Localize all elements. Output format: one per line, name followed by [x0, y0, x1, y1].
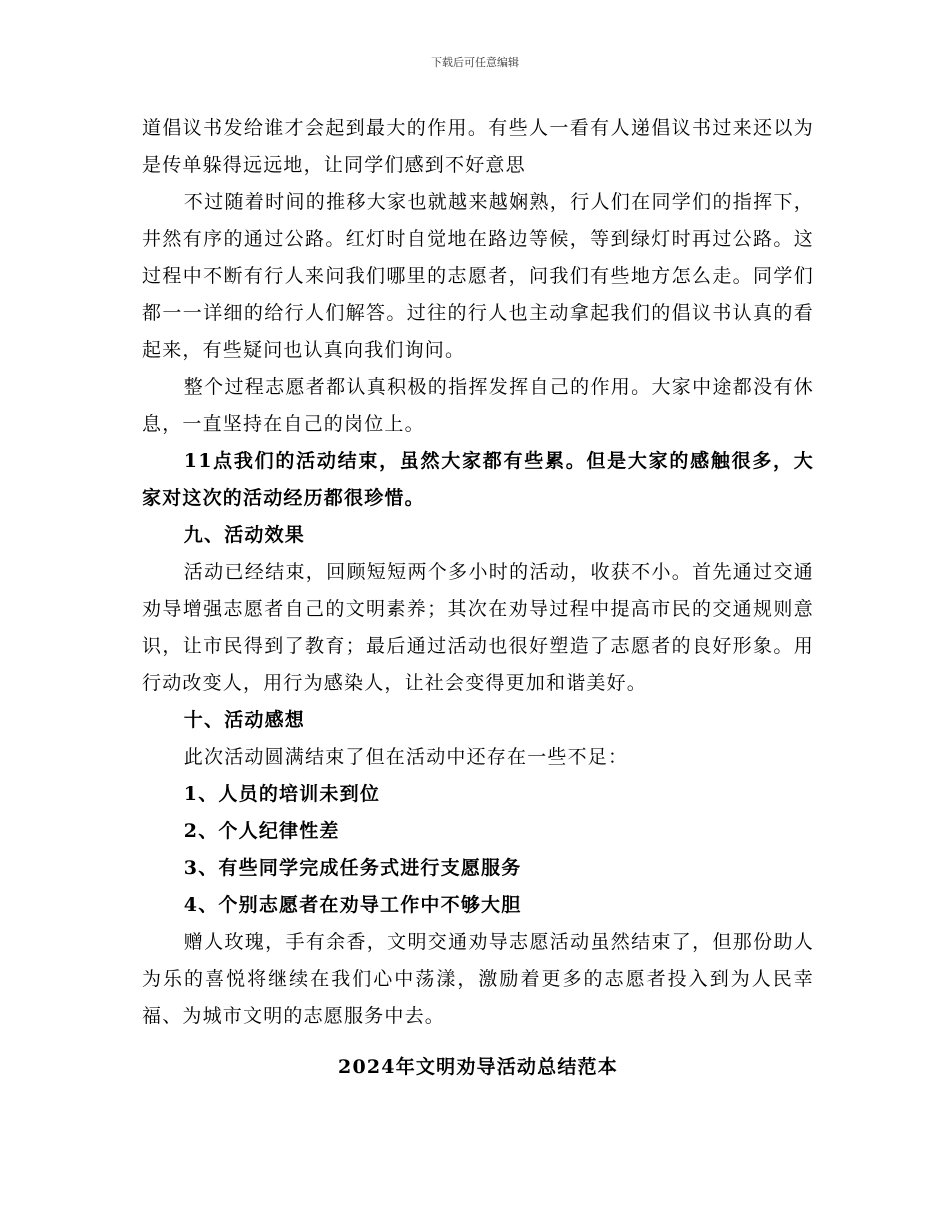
paragraph-bold: 11点我们的活动结束，虽然大家都有些累。但是大家的感触很多，大家对这次的活动经历都很珍惜。 — [142, 450, 814, 509]
paragraph-continuation: 道倡议书发给谁才会起到最大的作用。有些人一看有人递倡议书过来还以为是传单躲得远远地，让同学们感到不好意思 — [142, 117, 814, 176]
next-document-title: 2024年文明劝导活动总结范本 — [338, 1056, 618, 1078]
paragraph: 赠人玫瑰，手有余香，文明交通劝导志愿活动虽然结束了，但那份助人为乐的喜悦将继续在我们心中荡漾，激励着更多的志愿者投入到为人民幸福、为城市文明的志愿服务中去。 — [142, 931, 814, 1027]
paragraph: 不过随着时间的推移大家也就越来越娴熟，行人们在同学们的指挥下，井然有序的通过公路。红灯时自觉地在路边等候，等到绿灯时再过公路。这过程中不断有行人来问我们哪里的志愿者，问我们有些地方怎么走。同学们都一一详细的给行人们解答。过往的行人也主动拿起我们的倡议书认真的看起来，有些疑问也认真向我们询问。 — [142, 191, 814, 361]
list-item: 4、个别志愿者在劝导工作中不够大胆 — [183, 894, 522, 916]
list-item: 1、人员的培训未到位 — [183, 783, 381, 805]
paragraph: 此次活动圆满结束了但在活动中还存在一些不足： — [183, 746, 629, 768]
paragraph: 整个过程志愿者都认真积极的指挥发挥自己的作用。大家中途都没有休息，一直坚持在自己的岗位上。 — [142, 376, 814, 435]
document-body — [142, 110, 814, 1086]
page-header: 下载后可任意编辑 — [431, 56, 519, 69]
list-item: 2、个人纪律性差 — [183, 820, 340, 842]
section-heading: 十、活动感想 — [183, 709, 305, 731]
paragraph: 活动已经结束，回顾短短两个多小时的活动，收获不小。首先通过交通劝导增强志愿者自己的文明素养；其次在劝导过程中提高市民的交通规则意识，让市民得到了教育；最后通过活动也很好塑造了志愿者的良好形象。用行动改变人，用行为感染人，让社会变得更加和谐美好。 — [142, 561, 814, 694]
section-heading: 九、活动效果 — [183, 524, 305, 546]
list-item: 3、有些同学完成任务式进行支愿服务 — [183, 857, 522, 879]
